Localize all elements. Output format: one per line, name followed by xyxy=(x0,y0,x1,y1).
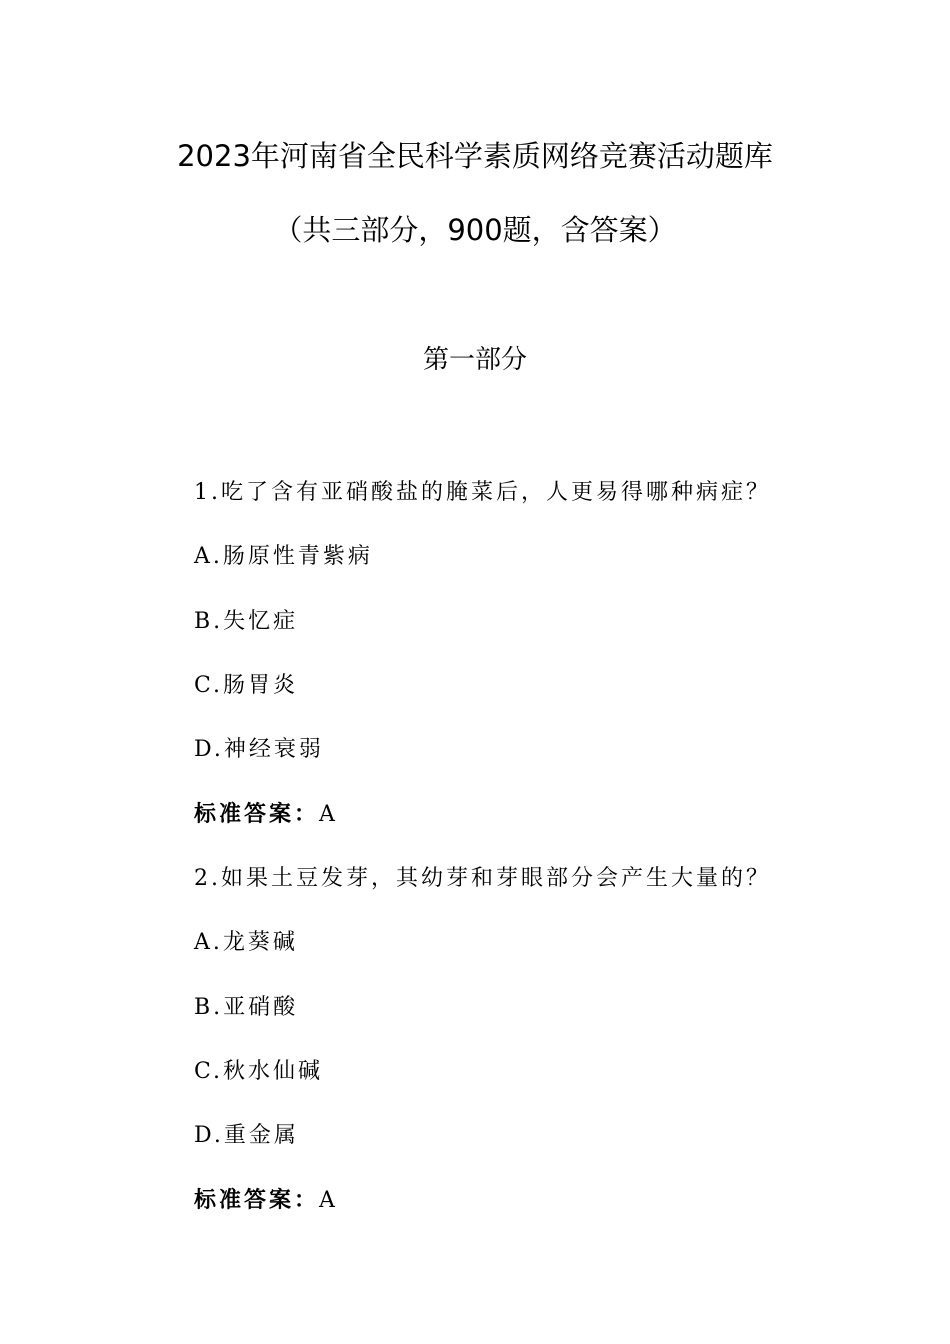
standard-answer xyxy=(194,1183,338,1214)
standard-answer-label: 标准答案： xyxy=(194,802,320,827)
standard-answer xyxy=(194,797,338,828)
answer-option: D.神经衰弱 xyxy=(194,737,324,762)
answer-option: C.秋水仙碱 xyxy=(194,1059,324,1084)
answer-option: B.亚硝酸 xyxy=(194,995,299,1020)
question-stem: 2.如果土豆发芽，其幼芽和芽眼部分会产生大量的？ xyxy=(194,866,771,891)
standard-answer-value: A xyxy=(319,802,338,827)
standard-answer-label: 标准答案： xyxy=(194,1188,320,1213)
answer-option: C.肠胃炎 xyxy=(194,673,299,698)
document-title: 2023年河南省全民科学素质网络竞赛活动题库 xyxy=(177,139,773,173)
standard-answer-value: A xyxy=(319,1188,338,1213)
answer-option: A.肠原性青紫病 xyxy=(194,544,373,569)
question-stem: 1.吃了含有亚硝酸盐的腌菜后，人更易得哪种病症？ xyxy=(194,480,771,505)
answer-option: D.重金属 xyxy=(194,1123,299,1148)
answer-option: A.龙葵碱 xyxy=(194,930,298,955)
section-heading: 第一部分 xyxy=(422,345,527,375)
answer-option: B.失忆症 xyxy=(194,609,299,634)
document-subtitle: （共三部分，900题，含答案） xyxy=(273,213,677,247)
